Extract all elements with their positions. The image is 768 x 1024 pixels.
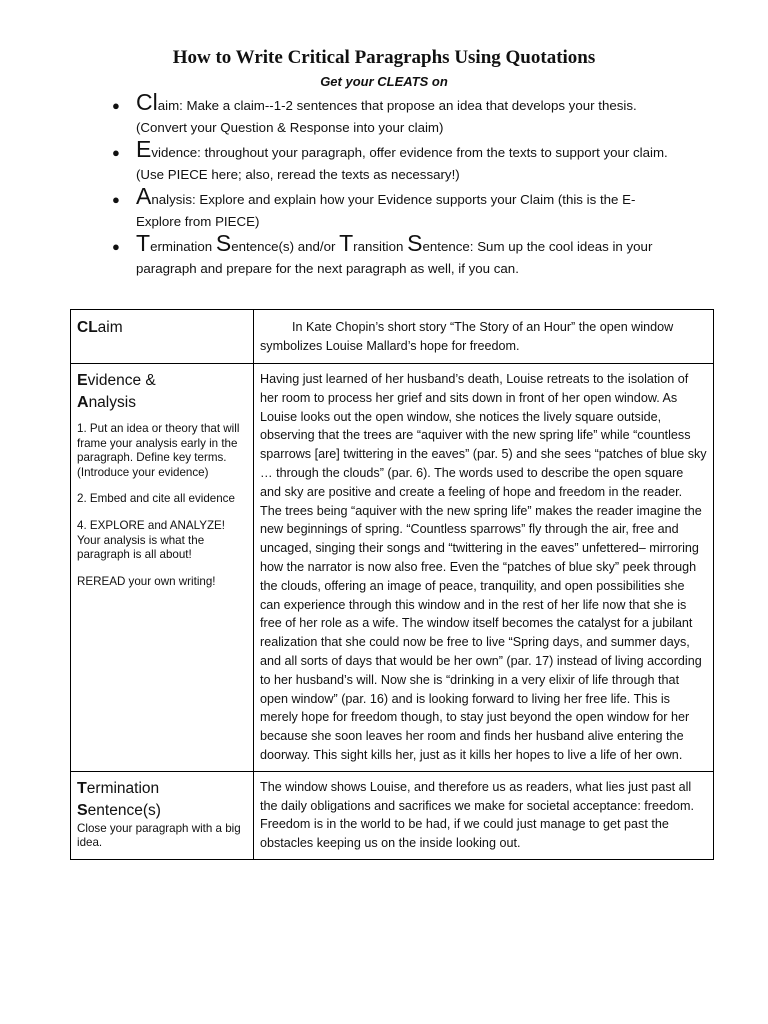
bullet-icon: ●: [112, 192, 120, 207]
cleats-bullet-list: [112, 89, 672, 283]
termination-label: Termination: [77, 779, 160, 797]
bullet-analysis: [112, 183, 672, 233]
paragraph-table: [70, 309, 714, 860]
bullet-text: entence(s) and/or: [231, 239, 340, 254]
bullet-initial: T: [339, 230, 354, 256]
claim-label-cell: [71, 310, 254, 364]
evidence-note: REREAD your own writing!: [77, 574, 216, 588]
termination-text: The window shows Louise, and therefore us as readers, what lies just past all the daily obligations and sacrifices we make for societal acceptance: freedom. Freedom is in the world to be had, if we could just manage to get past the obstacles keeping us on the inside looking out.: [260, 779, 695, 851]
bullet-icon: ●: [112, 239, 120, 254]
table-row-termination: [71, 771, 714, 859]
page-subtitle: Get your CLEATS on: [320, 74, 448, 89]
analysis-label: Analysis: [77, 394, 136, 411]
evidence-text: Having just learned of her husband’s death, Louise retreats to the isolation of her room to process her grief and sits down in front of her open window. As Louise looks out the open window, she notices the lively square outside, observing that the trees are “aquiver with the new spring life” while “countless sparrows [are] twittering in the eaves” (par. 5) and she sees “patches of blue sky … through the clouds” (par. 6). The words used to describe the open square and sky are positive and create a feeling of hope and freedom in the reader. The trees being “aquiver with the new spring life” makes the reader imagine the new beginnings of spring. “Countless sparrows” fly through the air, free and uncaged, singing their songs and “twittering in the eaves” unfettered– mirroring how the narrator is now also free. Even the “patches of blue sky” peek through the clouds, offering an image of peace, tranquility, and open possibilities she can experience through this window and in the rest of her life now that she is free of her role as a wife. The window itself becomes the catalyst for a jubilant realization that she could now be free to live “Spring days, and summer days, and all sorts of days that would be her own” (par. 17) instead of living according to her husband’s will. Now she is “drinking in a very elixir of life through that open window” (par. 16) and is looking forward to living her free life. This is merely hope for freedom though, to stay just beyond the open window for her because she soon leaves her room and finds her husband alive entering the doorway. This sight kills her, just as it kills her hopes to live a life of her own.: [260, 372, 707, 762]
evidence-text-cell: [254, 364, 714, 772]
evidence-note: 1. Put an idea or theory that will frame your analysis early in the paragraph. Define key terms. (Introduce your evidence): [77, 422, 240, 479]
bullet-initial: E: [136, 136, 152, 162]
evidence-label: Evidence &: [77, 372, 156, 389]
bullet-text: ermination: [150, 239, 216, 254]
claim-text: In Kate Chopin’s short story “The Story of an Hour” the open window symbolizes Louise Mallard’s hope for freedom.: [260, 320, 674, 353]
table-row-evidence: [71, 364, 714, 772]
bullet-icon: ●: [112, 145, 120, 160]
bullet-claim: [112, 89, 672, 139]
bullet-initial: T: [136, 230, 151, 256]
evidence-note: 4. EXPLORE and ANALYZE! Your analysis is what the paragraph is all about!: [77, 518, 226, 562]
bullet-initial: S: [215, 230, 232, 256]
sentences-label: Sentence(s): [77, 801, 161, 819]
bullet-text: entence: Sum up the cool ideas in your paragraph and prepare for the next paragraph as well, if you can.: [136, 239, 653, 276]
bullet-text: nalysis: Explore and explain how your Evidence supports your Claim (this is the E-Explore from PIECE): [136, 192, 636, 229]
bullet-evidence: [112, 136, 672, 186]
claim-label: CLaim: [77, 319, 123, 336]
bullet-initial: S: [407, 230, 423, 256]
termination-label-block: [71, 772, 253, 851]
bullet-termination: [112, 230, 672, 280]
termination-note: Close your paragraph with a big idea.: [77, 821, 241, 850]
table-row-claim: [71, 310, 714, 364]
termination-text-cell: [254, 771, 714, 859]
evidence-label-cell: [71, 364, 254, 772]
bullet-initial: A: [136, 183, 152, 209]
termination-label-cell: [71, 771, 254, 859]
claim-text-cell: [254, 310, 714, 364]
bullet-icon: ●: [112, 98, 120, 113]
bullet-text: vidence: throughout your paragraph, offer evidence from the texts to support your claim. (Use PIECE here; also, reread the texts as necessary!): [136, 145, 668, 182]
bullet-text: aim: Make a claim--1-2 sentences that propose an idea that develops your thesis. (Convert your Question & Response into your claim): [136, 98, 637, 135]
bullet-text: ransition: [353, 239, 408, 254]
evidence-label-block: [71, 364, 253, 589]
bullet-initial: Cl: [136, 89, 158, 115]
page-title: How to Write Critical Paragraphs Using Quotations: [172, 47, 596, 68]
evidence-note: 2. Embed and cite all evidence: [77, 492, 235, 506]
